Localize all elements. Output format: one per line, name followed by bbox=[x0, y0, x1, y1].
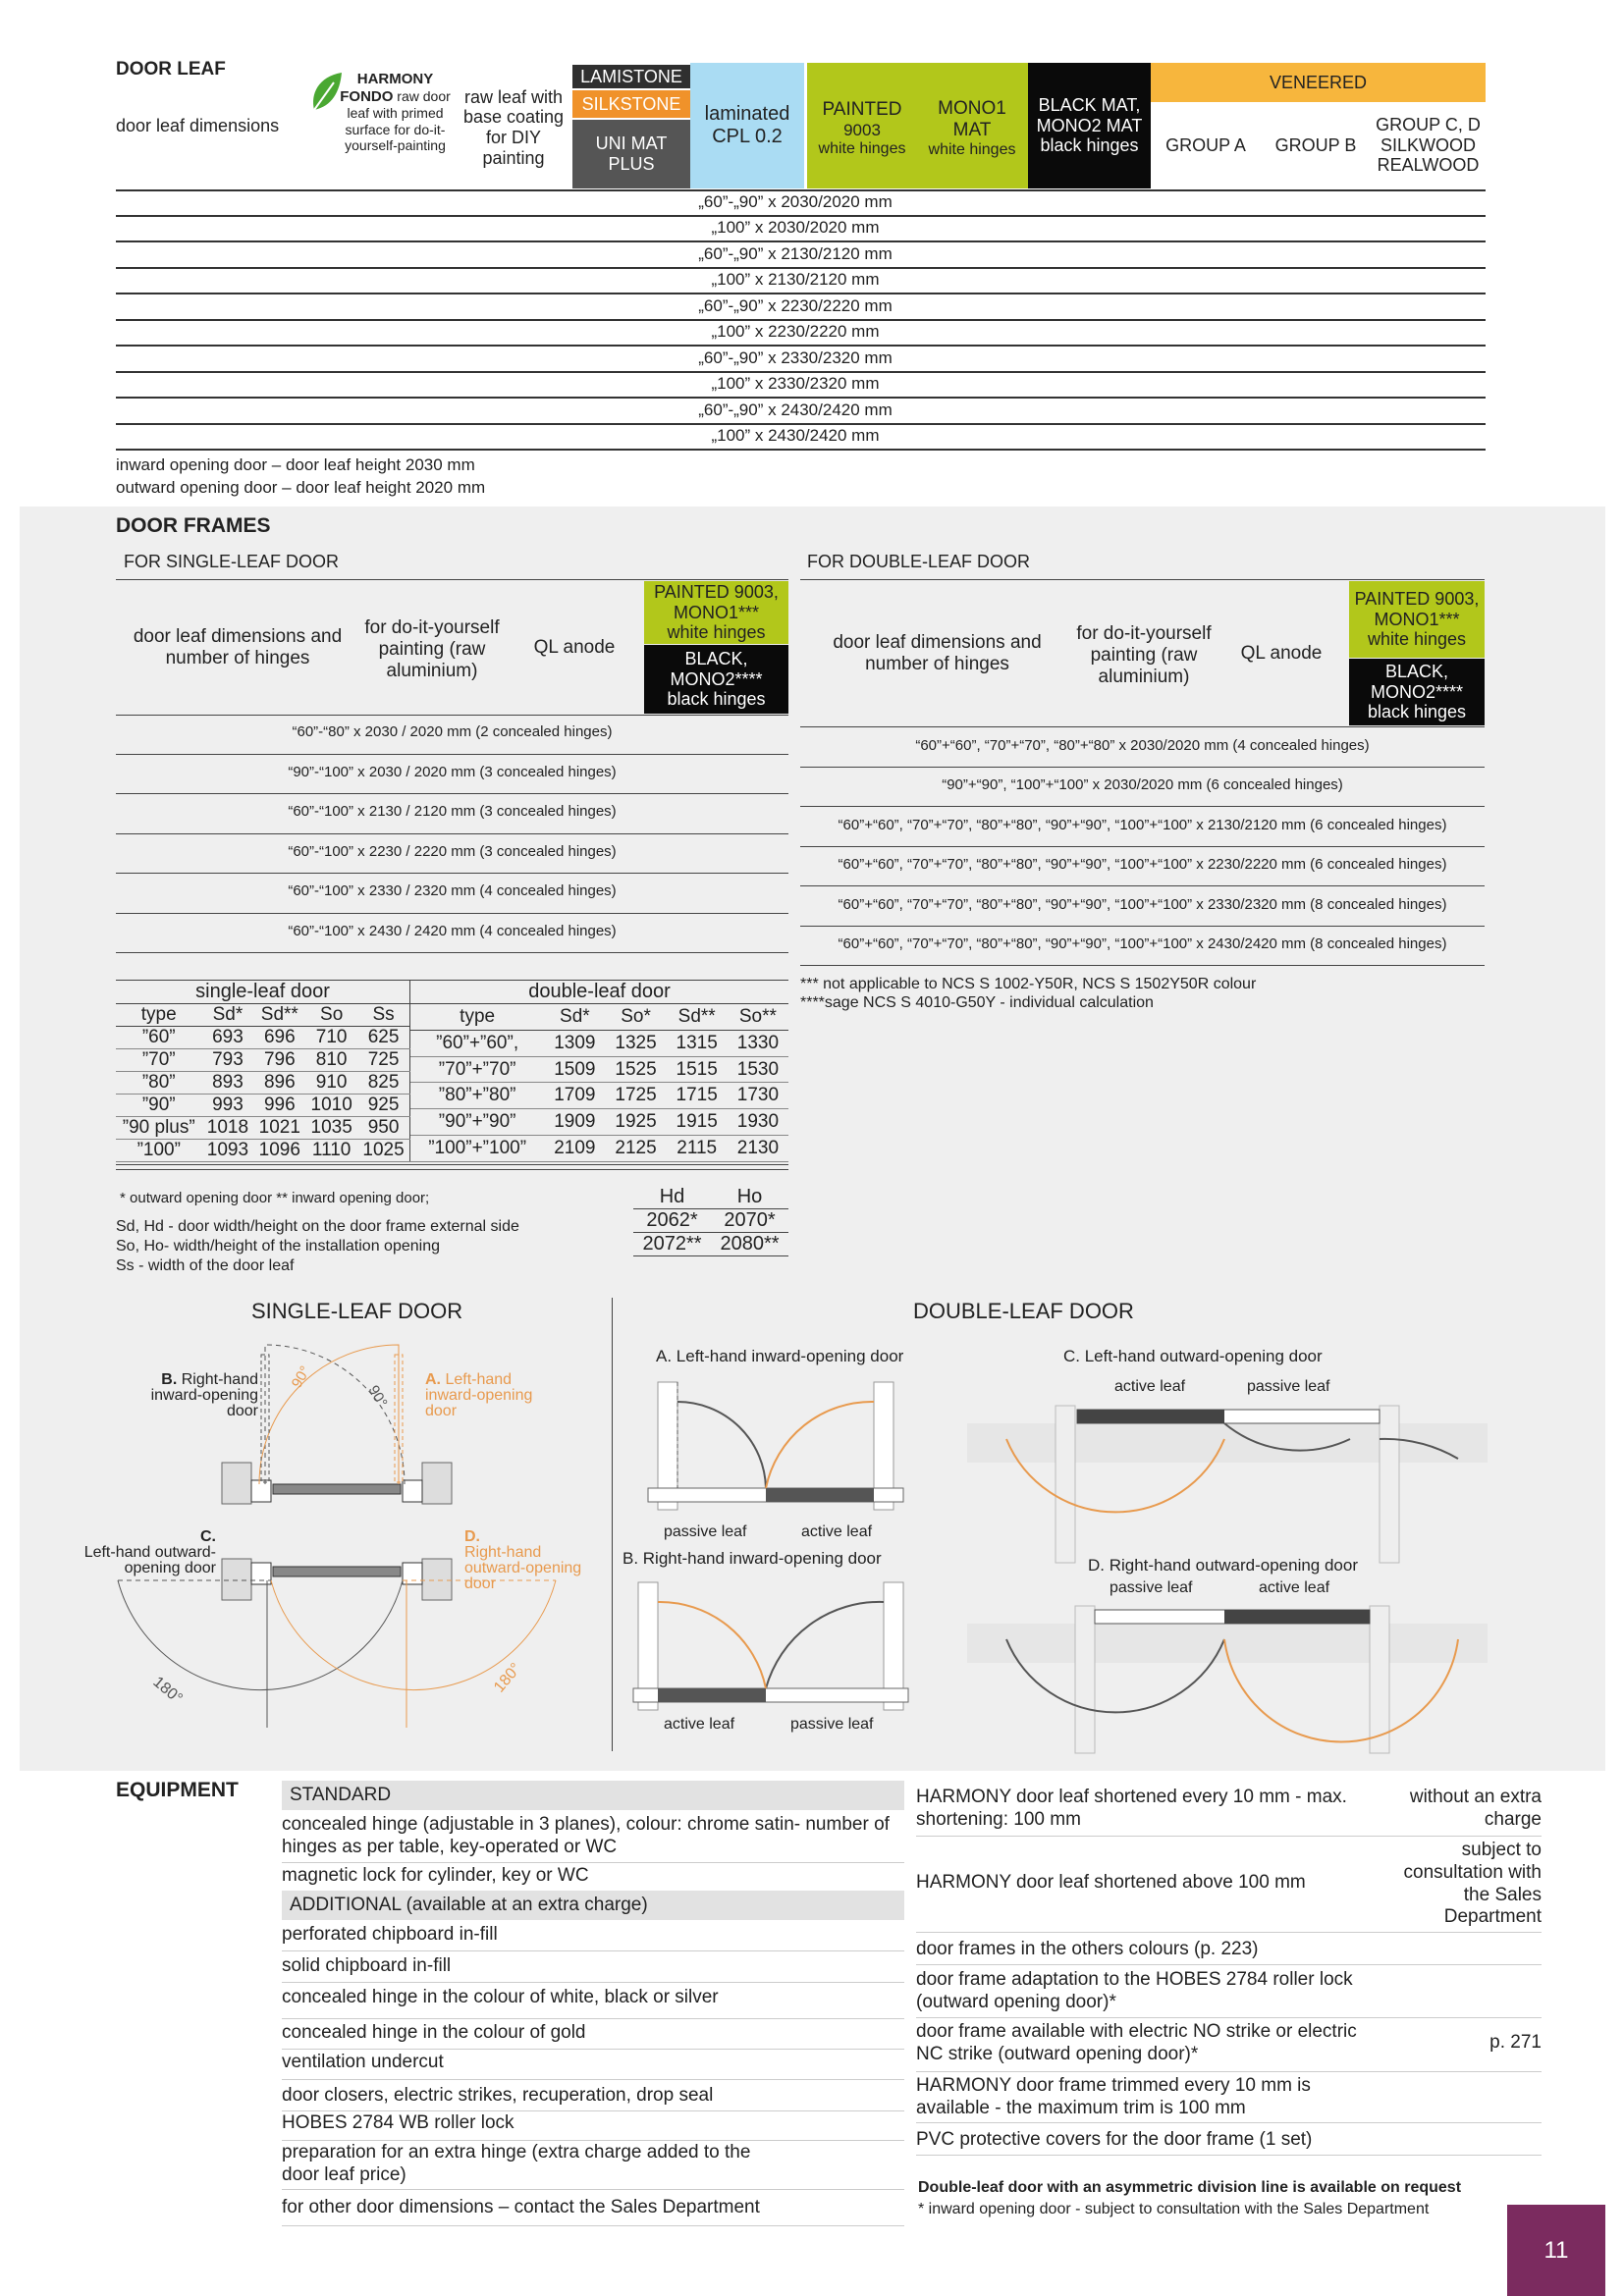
single-painted-hinges: white hinges bbox=[667, 622, 766, 643]
inward-swing-grey bbox=[265, 1345, 405, 1484]
double-frame-row-line bbox=[800, 806, 1485, 807]
dims-value-cell: 2125 bbox=[615, 1138, 657, 1159]
dims-double-body bbox=[410, 1030, 788, 1161]
dims-value-cell: 1315 bbox=[676, 1032, 718, 1053]
dims-value-cell: 2109 bbox=[554, 1138, 596, 1159]
double-painted-hinges: white hinges bbox=[1367, 629, 1467, 650]
leaf-row: „60”-„90” x 2030/2020 mm bbox=[698, 192, 893, 211]
dims-header-cell: type bbox=[460, 1005, 496, 1027]
double-diagram-a-title: A. Left-hand inward-opening door bbox=[656, 1347, 904, 1365]
dims-header-cell: Ss bbox=[372, 1004, 395, 1025]
single-frame-row: “90”-“100” x 2030 / 2020 mm (3 concealed hinges) bbox=[288, 764, 617, 780]
single-col-black bbox=[644, 645, 788, 714]
dims-value-cell: 925 bbox=[367, 1095, 400, 1115]
dims-table-block bbox=[116, 980, 788, 1170]
leaf-row: „100” x 2430/2420 mm bbox=[711, 426, 880, 445]
hd-label: Hd bbox=[659, 1186, 685, 1207]
dims-value-cell: 996 bbox=[263, 1095, 296, 1115]
double-black-hinges: black hinges bbox=[1367, 702, 1467, 722]
dims-footnote-1: * outward opening door ** inward opening door; bbox=[120, 1190, 430, 1206]
leaf-row: „60”-„90” x 2230/2220 mm bbox=[698, 296, 893, 315]
double-frame-row: “60”+“60”, “70”+“70”, “80”+“80” x 2030/2020 mm (4 concealed hinges) bbox=[915, 737, 1370, 754]
dims-footnote-2: Sd, Hd - door width/height on the door frame external side bbox=[116, 1218, 519, 1235]
hd-value-2: 2072** bbox=[642, 1233, 702, 1255]
double-frame-row: “90”+“90”, “100”+“100” x 2030/2020 mm (6 concealed hinges) bbox=[942, 776, 1343, 793]
group-cd-header: GROUP C, D SILKWOOD REALWOOD bbox=[1376, 114, 1481, 176]
dims-header-cell: type bbox=[140, 1004, 177, 1025]
dims-single-row bbox=[116, 1072, 410, 1095]
label-c bbox=[79, 1529, 216, 1576]
hd-ho-table bbox=[633, 1186, 788, 1256]
dims-value-cell: 1110 bbox=[311, 1140, 352, 1160]
door-leaf-title: DOOR LEAF bbox=[116, 59, 226, 80]
painted-code: 9003 bbox=[843, 120, 881, 139]
laminated-header: laminated CPL 0.2 bbox=[690, 63, 804, 188]
double-a-passive: passive leaf bbox=[664, 1523, 747, 1540]
dims-single-row bbox=[116, 1117, 410, 1140]
leaf-header-line bbox=[116, 189, 1486, 191]
eq-divider bbox=[282, 2018, 904, 2019]
dims-value-cell: 810 bbox=[315, 1049, 348, 1070]
dims-double-row bbox=[410, 1030, 788, 1056]
label-a bbox=[425, 1372, 553, 1419]
inward-swing-orange bbox=[259, 1345, 399, 1484]
additional-item: concealed hinge in the colour of gold bbox=[282, 2022, 586, 2043]
single-leaf-diagram-title: SINGLE-LEAF DOOR bbox=[251, 1299, 463, 1323]
harmony-fondo-brand: HARMONY FONDO bbox=[340, 71, 434, 105]
single-col-painted bbox=[644, 581, 788, 644]
label-b bbox=[116, 1372, 258, 1419]
single-col-ql: QL anode bbox=[533, 637, 616, 659]
asymmetric-note: Double-leaf door with an asymmetric division line is available on request bbox=[918, 2179, 1462, 2196]
single-frame-row: “60”-“100” x 2130 / 2120 mm (3 concealed hinges) bbox=[288, 803, 617, 820]
dims-single-body bbox=[116, 1027, 410, 1162]
hd-value-1: 2062* bbox=[646, 1209, 698, 1231]
dims-footnotes bbox=[116, 1217, 519, 1276]
dims-value-cell: 893 bbox=[212, 1072, 244, 1093]
single-black-title: BLACK, MONO2**** bbox=[670, 648, 763, 689]
leaf-row-line bbox=[116, 397, 1486, 399]
harmony-fondo-header bbox=[334, 71, 457, 154]
standard-item: concealed hinge (adjustable in 3 planes), colour: chrome satin- number of hinges as per table, key-operated or WC bbox=[282, 1814, 890, 1857]
eq-divider bbox=[282, 1862, 904, 1863]
dims-double-title: double-leaf door bbox=[528, 981, 671, 1002]
double-diagram-c bbox=[967, 1400, 1488, 1567]
label-b-text: Right-hand inward-opening door bbox=[150, 1371, 258, 1419]
single-frame-row: “60”-“80” x 2030 / 2020 mm (2 concealed hinges) bbox=[292, 723, 613, 740]
single-frame-row-line bbox=[116, 754, 788, 755]
single-frame-row: “60”-“100” x 2430 / 2420 mm (4 concealed hinges) bbox=[288, 923, 617, 939]
dims-value-cell: 910 bbox=[315, 1072, 348, 1093]
double-diagram-d bbox=[967, 1600, 1488, 1757]
dims-value-cell: 1309 bbox=[554, 1032, 596, 1053]
double-b-active: active leaf bbox=[664, 1716, 735, 1733]
double-frame-row-line bbox=[800, 846, 1485, 847]
double-col-painted bbox=[1349, 581, 1485, 658]
door-frames-title: DOOR FRAMES bbox=[116, 514, 271, 537]
dims-value-cell: 1930 bbox=[736, 1111, 780, 1133]
double-frame-row: “60”+“60”, “70”+“70”, “80”+“80”, “90”+“90”, “100”+“100” x 2330/2320 mm (8 concealed hinges) bbox=[838, 896, 1447, 913]
leaf-row-line bbox=[116, 240, 1486, 242]
dims-double-row bbox=[410, 1083, 788, 1109]
additional-item: perforated chipboard in-fill bbox=[282, 1924, 498, 1945]
label-d bbox=[464, 1529, 602, 1592]
dims-value-cell: 896 bbox=[263, 1072, 296, 1093]
double-d-active: active leaf bbox=[1259, 1579, 1330, 1596]
double-frame-row: “60”+“60”, “70”+“70”, “80”+“80”, “90”+“90”, “100”+“100” x 2430/2420 mm (8 concealed hinges) bbox=[838, 935, 1447, 952]
dims-value-cell: 710 bbox=[315, 1027, 348, 1047]
dims-header-cell: Sd* bbox=[560, 1005, 590, 1027]
dims-single-table bbox=[116, 1004, 410, 1162]
double-diagram-b bbox=[628, 1573, 913, 1720]
leaf-row-line bbox=[116, 215, 1486, 217]
double-frame-row: “60”+“60”, “70”+“70”, “80”+“80”, “90”+“90”, “100”+“100” x 2230/2220 mm (6 concealed hinges) bbox=[838, 856, 1447, 873]
dims-value-cell: 1509 bbox=[554, 1058, 596, 1080]
single-frame-row-line bbox=[116, 952, 788, 953]
additional-item: solid chipboard in-fill bbox=[282, 1955, 452, 1976]
double-c-active: active leaf bbox=[1114, 1378, 1186, 1395]
eq-divider bbox=[916, 1836, 1542, 1837]
double-col-black bbox=[1349, 659, 1485, 725]
label-c-text: Left-hand outward-opening door bbox=[83, 1544, 216, 1576]
double-b-passive: passive leaf bbox=[790, 1716, 874, 1733]
dims-single-row bbox=[116, 1095, 410, 1117]
leaf-row-line bbox=[116, 293, 1486, 294]
dims-value-cell: 1530 bbox=[736, 1058, 780, 1080]
dims-footnote-4: Ss - width of the door leaf bbox=[116, 1257, 295, 1274]
standard-header: STANDARD bbox=[282, 1781, 904, 1810]
double-painted-title: PAINTED 9003, MONO1*** bbox=[1354, 588, 1480, 629]
leaf-row: „100” x 2330/2320 mm bbox=[711, 374, 880, 393]
dims-header-cell: Sd** bbox=[260, 1004, 298, 1025]
ho-value-1: 2070* bbox=[724, 1209, 776, 1231]
leaf-row-line bbox=[116, 449, 1486, 451]
dims-value-cell: 2115 bbox=[677, 1138, 718, 1159]
page-number: 11 bbox=[1507, 2205, 1605, 2296]
leaf-row-line bbox=[116, 371, 1486, 373]
dims-type-cell: ”90”+”90” bbox=[438, 1111, 516, 1133]
dims-value-cell: 796 bbox=[263, 1049, 296, 1070]
dims-value-cell: 1325 bbox=[615, 1032, 657, 1053]
dims-single-row bbox=[116, 1027, 410, 1049]
single-frame-row-line bbox=[116, 793, 788, 794]
leaf-row: „100” x 2030/2020 mm bbox=[711, 218, 880, 237]
right-item-note: subject to consultation with the Sales Department bbox=[1403, 1840, 1542, 1928]
ho-value-2: 2080** bbox=[720, 1233, 780, 1255]
black-mat-header bbox=[1028, 63, 1151, 188]
double-frame-top-line bbox=[800, 579, 1485, 580]
dims-type-cell: ”80” bbox=[141, 1072, 176, 1093]
dims-table-bottom-line bbox=[116, 1164, 788, 1170]
painted-header bbox=[807, 94, 917, 163]
label-a-letter: A. bbox=[425, 1371, 441, 1388]
double-frame-row-line bbox=[800, 926, 1485, 927]
additional-item: concealed hinge in the colour of white, black or silver bbox=[282, 1987, 719, 2007]
additional-item: door closers, electric strikes, recuperation, drop seal bbox=[282, 2085, 714, 2106]
double-diagram-d-title: D. Right-hand outward-opening door bbox=[1088, 1556, 1359, 1575]
dims-single-row bbox=[116, 1140, 410, 1162]
mono1-title: MONO1 MAT bbox=[938, 97, 1006, 140]
dims-value-cell: 1096 bbox=[258, 1140, 300, 1160]
group-b-header: GROUP B bbox=[1274, 134, 1357, 155]
right-item-text: HARMONY door leaf shortened above 100 mm bbox=[916, 1872, 1306, 1893]
dims-double-row bbox=[410, 1109, 788, 1136]
standard-item: magnetic lock for cylinder, key or WC bbox=[282, 1865, 589, 1886]
black-mat-hinges: black hinges bbox=[1040, 135, 1139, 156]
dims-value-cell: 725 bbox=[367, 1049, 400, 1070]
leaf-row: „60”-„90” x 2430/2420 mm bbox=[698, 400, 893, 419]
double-frame-header-line bbox=[800, 726, 1485, 727]
dims-type-cell: ”100”+”100” bbox=[428, 1138, 527, 1159]
dims-type-cell: ”70”+”70” bbox=[438, 1058, 516, 1080]
dims-type-cell: ”90” bbox=[141, 1095, 176, 1115]
dims-value-cell: 1909 bbox=[554, 1111, 596, 1133]
ho-label: Ho bbox=[736, 1186, 763, 1207]
raw-leaf-header: raw leaf with base coating for DIY painting bbox=[462, 86, 565, 168]
dims-double-row bbox=[410, 1136, 788, 1162]
double-diagram-b-title: B. Right-hand inward-opening door bbox=[623, 1549, 882, 1568]
double-diagram-a bbox=[638, 1372, 913, 1520]
dims-footnote-3: So, Ho- width/height of the installation opening bbox=[116, 1238, 440, 1255]
right-item-text: PVC protective covers for the door frame (1 set) bbox=[916, 2129, 1313, 2150]
double-col-dims: door leaf dimensions and number of hinges bbox=[833, 632, 1042, 674]
deg-90-label: 90° bbox=[364, 1382, 391, 1411]
dims-value-cell: 1018 bbox=[206, 1117, 249, 1138]
dims-type-cell: ”60”+”60”, bbox=[436, 1032, 519, 1053]
dims-value-cell: 1730 bbox=[736, 1085, 780, 1106]
single-frame-row-line bbox=[116, 873, 788, 874]
dims-value-cell: 1093 bbox=[206, 1140, 249, 1160]
right-item-text: door frame available with electric NO strike or electric NC strike (outward opening door)* bbox=[916, 2021, 1357, 2064]
deg-90-label: 90° bbox=[288, 1362, 314, 1391]
double-c-passive: passive leaf bbox=[1247, 1378, 1330, 1395]
dims-value-cell: 993 bbox=[212, 1095, 244, 1115]
dims-value-cell: 1021 bbox=[258, 1117, 300, 1138]
dims-double-row bbox=[410, 1056, 788, 1083]
eq-divider bbox=[282, 2140, 904, 2141]
single-col-diy: for do-it-yourself painting (raw aluminium) bbox=[364, 617, 500, 681]
eq-divider bbox=[282, 2225, 904, 2226]
dims-value-cell: 950 bbox=[367, 1117, 400, 1138]
dims-value-cell: 1925 bbox=[615, 1111, 657, 1133]
dims-value-cell: 793 bbox=[212, 1049, 244, 1070]
deg-180-label: 180° bbox=[491, 1660, 525, 1696]
dims-type-cell: ”70” bbox=[141, 1049, 176, 1070]
dims-value-cell: 1709 bbox=[554, 1085, 596, 1106]
single-black-hinges: black hinges bbox=[667, 689, 766, 710]
double-col-ql: QL anode bbox=[1240, 643, 1323, 665]
additional-header: ADDITIONAL (available at an extra charge) bbox=[282, 1891, 904, 1920]
single-painted-title: PAINTED 9003, MONO1*** bbox=[654, 581, 779, 622]
dims-value-cell: 1010 bbox=[310, 1095, 352, 1115]
single-frame-heading: FOR SINGLE-LEAF DOOR bbox=[124, 552, 340, 571]
double-frame-row-line bbox=[800, 885, 1485, 886]
label-c-letter: C. bbox=[200, 1528, 216, 1545]
mono1-header bbox=[917, 94, 1027, 163]
eq-divider bbox=[282, 1982, 904, 1983]
lamistone-header: LAMISTONE bbox=[572, 65, 690, 88]
dims-type-cell: ”90 plus” bbox=[122, 1117, 195, 1138]
eq-divider bbox=[916, 2017, 1542, 2018]
right-item-text: door frame adaptation to the HOBES 2784 roller lock (outward opening door)* bbox=[916, 1969, 1353, 2012]
label-a-text: Left-hand inward-opening door bbox=[425, 1371, 533, 1419]
double-black-title: BLACK, MONO2**** bbox=[1370, 661, 1464, 702]
label-d-text: Right-hand outward-opening door bbox=[464, 1544, 582, 1592]
leaf-note-outward: outward opening door – door leaf height 2020 mm bbox=[116, 478, 486, 497]
double-frame-row-line bbox=[800, 767, 1485, 768]
dims-type-cell: ”60” bbox=[141, 1027, 176, 1047]
right-item-text: HARMONY door leaf shortened every 10 mm - max. shortening: 100 mm bbox=[916, 1787, 1347, 1830]
dims-single-row bbox=[116, 1049, 410, 1072]
black-mat-title: BLACK MAT, MONO2 MAT bbox=[1036, 94, 1143, 135]
veneered-header: VENEERED bbox=[1151, 63, 1486, 102]
single-col-dims: door leaf dimensions and number of hinges bbox=[133, 626, 343, 668]
double-frame-row: “60”+“60”, “70”+“70”, “80”+“80”, “90”+“90”, “100”+“100” x 2130/2120 mm (6 concealed hinges) bbox=[838, 817, 1447, 833]
label-d-letter: D. bbox=[464, 1528, 480, 1545]
dims-single-title: single-leaf door bbox=[116, 981, 410, 1003]
double-a-active: active leaf bbox=[801, 1523, 873, 1540]
single-frame-header-line bbox=[116, 715, 788, 716]
single-frame-row: “60”-“100” x 2230 / 2220 mm (3 concealed hinges) bbox=[288, 843, 617, 860]
eq-divider bbox=[282, 2110, 904, 2111]
right-item-note: p. 271 bbox=[1489, 2032, 1542, 2053]
equipment-title: EQUIPMENT bbox=[116, 1779, 239, 1801]
double-d-passive: passive leaf bbox=[1110, 1579, 1193, 1596]
silkstone-header: SILKSTONE bbox=[572, 90, 690, 118]
leaf-note-inward: inward opening door – door leaf height 2030 mm bbox=[116, 455, 475, 474]
eq-divider bbox=[916, 2155, 1542, 2156]
eq-divider bbox=[282, 2079, 904, 2080]
single-frame-row-line bbox=[116, 833, 788, 834]
dims-header-cell: Sd** bbox=[677, 1005, 716, 1027]
dims-value-cell: 1725 bbox=[615, 1085, 657, 1106]
door-leaf-dims-label: door leaf dimensions bbox=[116, 116, 280, 135]
eq-divider bbox=[916, 1932, 1542, 1933]
additional-item: HOBES 2784 WB roller lock bbox=[282, 2112, 514, 2133]
single-frame-top-line bbox=[116, 579, 788, 580]
inward-consult-note: * inward opening door - subject to consultation with the Sales Department bbox=[918, 2201, 1430, 2217]
leaf-row: „100” x 2230/2220 mm bbox=[711, 322, 880, 341]
dims-value-cell: 1715 bbox=[676, 1085, 718, 1106]
painted-title: PAINTED bbox=[822, 99, 902, 121]
leaf-row: „60”-„90” x 2130/2120 mm bbox=[698, 244, 893, 263]
double-diagram-c-title: C. Left-hand outward-opening door bbox=[1063, 1347, 1323, 1365]
dims-header-cell: So bbox=[320, 1004, 344, 1025]
leaf-row-line bbox=[116, 267, 1486, 269]
right-item-text: HARMONY door frame trimmed every 10 mm is available - the maximum trim is 100 mm bbox=[916, 2075, 1311, 2118]
dims-type-cell: ”80”+”80” bbox=[438, 1085, 516, 1106]
dims-value-cell: 625 bbox=[367, 1027, 400, 1047]
leaf-row: „60”-„90” x 2330/2320 mm bbox=[698, 348, 893, 367]
single-frame-row-line bbox=[116, 913, 788, 914]
leaf-row-line bbox=[116, 345, 1486, 347]
dims-header-cell: So** bbox=[738, 1005, 777, 1027]
dims-double-table bbox=[410, 1004, 788, 1162]
leaf-row-line bbox=[116, 319, 1486, 321]
dims-value-cell: 1915 bbox=[676, 1111, 718, 1133]
dims-value-cell: 825 bbox=[367, 1072, 400, 1093]
dims-value-cell: 693 bbox=[212, 1027, 244, 1047]
leaf-row-line bbox=[116, 423, 1486, 425]
dims-value-cell: 2130 bbox=[736, 1138, 780, 1159]
right-item-text: door frames in the others colours (p. 223) bbox=[916, 1939, 1259, 1959]
mono1-hinges: white hinges bbox=[928, 140, 1016, 158]
double-leaf-diagram-title: DOUBLE-LEAF DOOR bbox=[913, 1299, 1134, 1323]
double-col-diy: for do-it-yourself painting (raw aluminium) bbox=[1076, 623, 1212, 687]
dims-value-cell: 1330 bbox=[736, 1032, 780, 1053]
dims-value-cell: 1035 bbox=[310, 1117, 352, 1138]
right-item-note: without an extra charge bbox=[1409, 1787, 1542, 1830]
eq-divider bbox=[282, 1950, 904, 1951]
uni-mat-plus-header: UNI MAT PLUS bbox=[572, 120, 690, 188]
double-frame-heading: FOR DOUBLE-LEAF DOOR bbox=[807, 552, 1031, 571]
group-a-header: GROUP A bbox=[1165, 134, 1246, 155]
double-note-1: *** not applicable to NCS S 1002-Y50R, NCS S 1502Y50R colour bbox=[800, 976, 1257, 992]
dims-value-cell: 1515 bbox=[676, 1058, 718, 1080]
additional-item: preparation for an extra hinge (extra charge added to the door leaf price) bbox=[282, 2142, 751, 2185]
additional-item: for other door dimensions – contact the Sales Department bbox=[282, 2197, 760, 2217]
single-frame-row: “60”-“100” x 2330 / 2320 mm (4 concealed hinges) bbox=[288, 882, 617, 899]
painted-hinges: white hinges bbox=[818, 139, 906, 157]
dims-value-cell: 1525 bbox=[615, 1058, 657, 1080]
diagram-divider bbox=[612, 1298, 613, 1751]
eq-divider bbox=[916, 1964, 1542, 1965]
dims-type-cell: ”100” bbox=[136, 1140, 181, 1160]
dims-value-cell: 696 bbox=[263, 1027, 296, 1047]
double-note-2: ****sage NCS S 4010-G50Y - individual calculation bbox=[800, 994, 1154, 1011]
single-frame-walls bbox=[222, 1463, 452, 1600]
dims-header-cell: Sd* bbox=[212, 1004, 244, 1025]
eq-divider bbox=[916, 2122, 1542, 2123]
dims-header-cell: So* bbox=[621, 1005, 651, 1027]
deg-180-label: 180° bbox=[149, 1674, 186, 1708]
harmony-fondo-desc: raw door leaf with primed surface for do-it-yourself-painting bbox=[345, 87, 451, 154]
double-frame-row-line bbox=[800, 965, 1485, 966]
eq-divider bbox=[282, 2189, 904, 2190]
additional-item: ventilation undercut bbox=[282, 2052, 444, 2072]
leaf-row: „100” x 2130/2120 mm bbox=[711, 270, 880, 289]
dims-value-cell: 1025 bbox=[362, 1140, 405, 1160]
label-b-letter: B. bbox=[161, 1371, 178, 1388]
eq-divider bbox=[282, 2049, 904, 2050]
eq-divider bbox=[916, 2071, 1542, 2072]
